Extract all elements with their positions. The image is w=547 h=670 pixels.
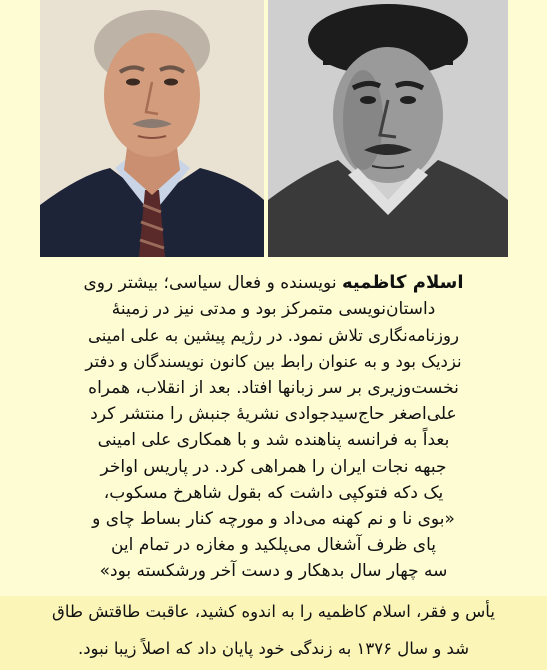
text-line-14: شد و سال ۱۳۷۶ به زندگی خود پایان داد که اصلاً زیبا نبود.	[77, 639, 470, 658]
text-line-3: روزنامه‌نگاری تلاش نمود. در رژیم پیشین به علی امینی	[88, 326, 459, 345]
text-line-12: سه چهار سال بدهکار و دست آخر ورشکسته بود»	[99, 561, 448, 581]
color-portrait-photo	[40, 0, 264, 257]
text-line-4: نزدیک بود و به عنوان رابط بین کانون نویسندگان و دفتر	[85, 352, 462, 371]
text-line-6: علی‌اصغر حاج‌سیدجوادی نشریهٔ جنبش را منتشر کرد	[90, 404, 457, 424]
text-line-2: داستان‌نویسی متمرکز بود و مدتی نیز در زمینهٔ	[111, 299, 436, 319]
text-line-13: یأس و فقر، اسلام کاظمیه را به اندوه کشید، عاقبت طاقتش طاق	[52, 602, 495, 621]
text-line-1	[0, 272, 547, 293]
grayscale-portrait-photo	[268, 0, 508, 257]
biography-text	[0, 262, 547, 670]
text-line-5: نخست‌وزیری بر سر زبانها افتاد. بعد از انقلاب، همراه	[88, 378, 459, 398]
text-line-7: بعداً به فرانسه پناهنده شد و با همکاری علی امینی	[97, 430, 450, 450]
grayscale-portrait-image	[268, 0, 508, 257]
text-line-10: «بوی نا و نم کهنه می‌داد و مورچه کنار بساط چای و	[92, 509, 455, 529]
text-line-8: جبهه نجات ایران را همراهی کرد. در پاریس اواخر	[100, 457, 447, 477]
text-line-1-rest: نویسنده و فعال سیاسی؛ بیشتر روی	[83, 273, 342, 293]
person-name: اسلام کاظمیه	[341, 272, 464, 293]
color-portrait-image	[40, 0, 264, 257]
portrait-photos	[40, 0, 508, 257]
text-line-9: یک دکه فتوکپی داشت که بقول شاهرخ مسکوب،	[103, 483, 444, 503]
text-line-11: پای ظرف آشغال می‌پلکید و مغازه در تمام این	[110, 535, 436, 555]
